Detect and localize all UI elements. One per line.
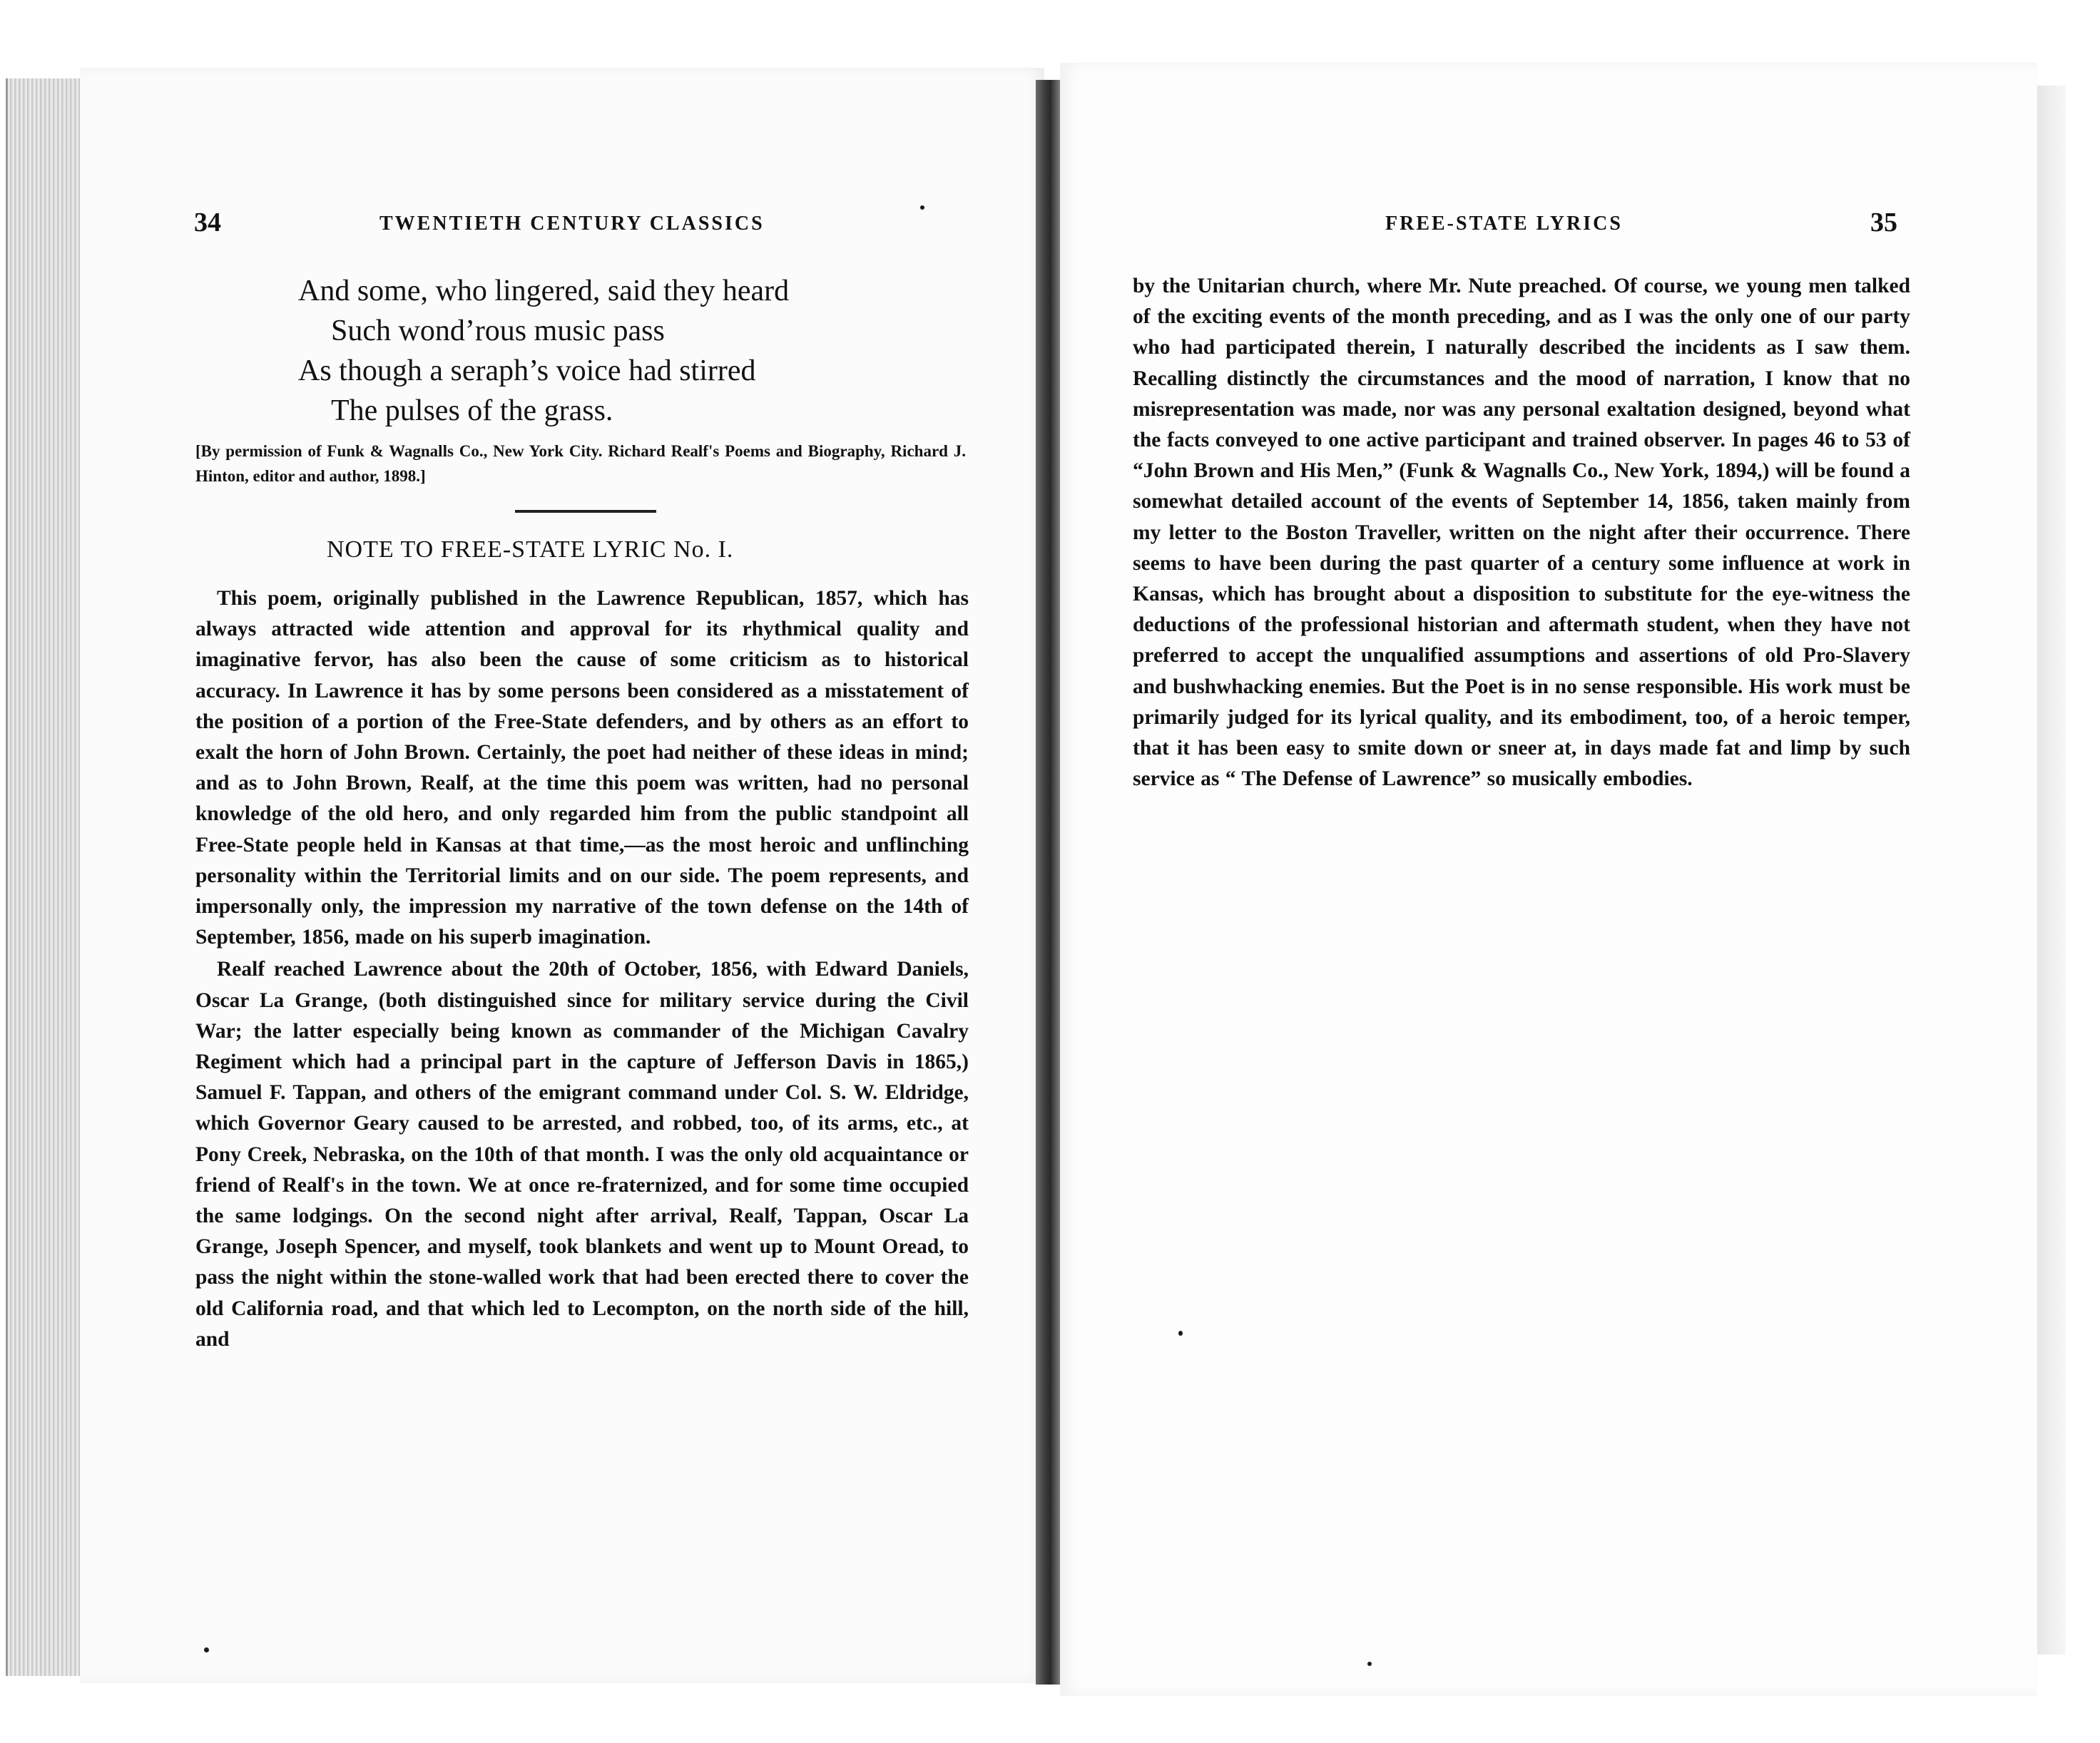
verse-line: And some, who lingered, said they heard bbox=[298, 275, 790, 307]
right-page-body bbox=[1133, 271, 1910, 794]
paragraph: This poem, originally published in the Lawrence Republican, 1857, which has always attracted wide attention and approval for its rhythmical quality and imaginative fervor, has also been the cause of some criticism as to historical accuracy. In Lawrence it has by some persons been considered as a misstatement of the position of a portion of the Free-State defenders, and by others as an effort to exalt the horn of John Brown. Certainly, the poet had neither of these ideas in mind; and as to John Brown, Realf, at the time this poem was written, had no personal knowledge of the old hero, and only regarded him from the public standpoint all Free-State people held in Kansas at that time,—as the most heroic and unflinching personality within the Territorial limits and on our side. The poem represents, and impersonally only, the impression my narrative of the town defense on the 14th of September, 1856, made on his superb imagination. bbox=[195, 587, 969, 949]
section-divider bbox=[515, 510, 656, 513]
page-number-right: 35 bbox=[1870, 208, 1897, 237]
running-head-left: TWENTIETH CENTURY CLASSICS bbox=[379, 213, 765, 235]
verse-line: As though a seraph’s voice had stirred bbox=[298, 354, 756, 387]
print-speck bbox=[204, 1647, 209, 1652]
permission-credit: [By permission of Funk & Wagnalls Co., New York City. Richard Realf's Poems and Biography, Richard J. Hinton, editor and author, 1898.] bbox=[195, 442, 966, 485]
left-page-body bbox=[195, 583, 969, 1355]
verse-line: The pulses of the grass. bbox=[331, 394, 613, 427]
page-number-left: 34 bbox=[194, 208, 221, 237]
print-speck bbox=[1367, 1662, 1372, 1666]
book-gutter bbox=[1036, 80, 1060, 1685]
print-speck bbox=[920, 205, 924, 210]
print-speck bbox=[1178, 1331, 1183, 1336]
right-page-edge bbox=[2037, 86, 2066, 1655]
page-edges bbox=[6, 78, 88, 1676]
paragraph: Realf reached Lawrence about the 20th of October, 1856, with Edward Daniels, Oscar La Grange, (both distinguished since for military service during the Civil War; the latter especially being known as commander of the Michigan Cavalry Regiment which had a principal part in the capture of Jefferson Davis in 1865,) Samuel F. Tappan, and others of the emigrant command under Col. S. W. Eldridge, which Governor Geary caused to be arrested, and robbed, too, of its arms, etc., at Pony Creek, Nebraska, on the 10th of that month. I was the only old acquaintance or friend of Realf's in the town. We at once re-fraternized, and for some time occupied the same lodgings. On the second night after arrival, Realf, Tappan, Oscar La Grange, Joseph Spencer, and myself, took blankets and went up to Mount Oread, to pass the night within the stone-walled work that had been erected there to cover the old California road, and that which led to Lecompton, on the north side of the hill, and bbox=[195, 958, 969, 1351]
running-head-right: FREE-STATE LYRICS bbox=[1385, 213, 1623, 235]
verse-stanza bbox=[298, 271, 789, 431]
note-heading: NOTE TO FREE-STATE LYRIC No. I. bbox=[327, 536, 734, 563]
verse-line: Such wond’rous music pass bbox=[331, 315, 665, 347]
paragraph: by the Unitarian church, where Mr. Nute preached. Of course, we young men talked of the exciting events of the month preceding, and as I was the only one of our party who had participated therein, I naturally described the incidents as I saw them. Recalling distinctly the circumstances and the mood of narration, I know that no misrepresentation was made, nor was any personal exaltation designed, beyond what the facts conveyed to one active participant and trained observer. In pages 46 to 53 of “John Brown and His Men,” (Funk & Wagnalls Co., New York, 1894,) will be found a somewhat detailed account of the events of September 14, 1856, taken mainly from my letter to the Boston Traveller, written on the night after their occurrence. There seems to have been during the past quarter of a century some influence at work in Kansas, which has brought about a disposition to substitute for the eye-witness the deductions of the professional historian and aftermath student, when they have not preferred to accept the unqualified assumptions and assertions of old Pro-Slavery and bushwhacking enemies. But the Poet is in no sense responsible. His work must be primarily judged for its lyrical quality, and its embodiment, too, of a heroic temper, that it has been easy to smite down or sneer at, in days made fat and limp by such service as “ The Defense of Lawrence” so musically embodies. bbox=[1133, 275, 1910, 791]
